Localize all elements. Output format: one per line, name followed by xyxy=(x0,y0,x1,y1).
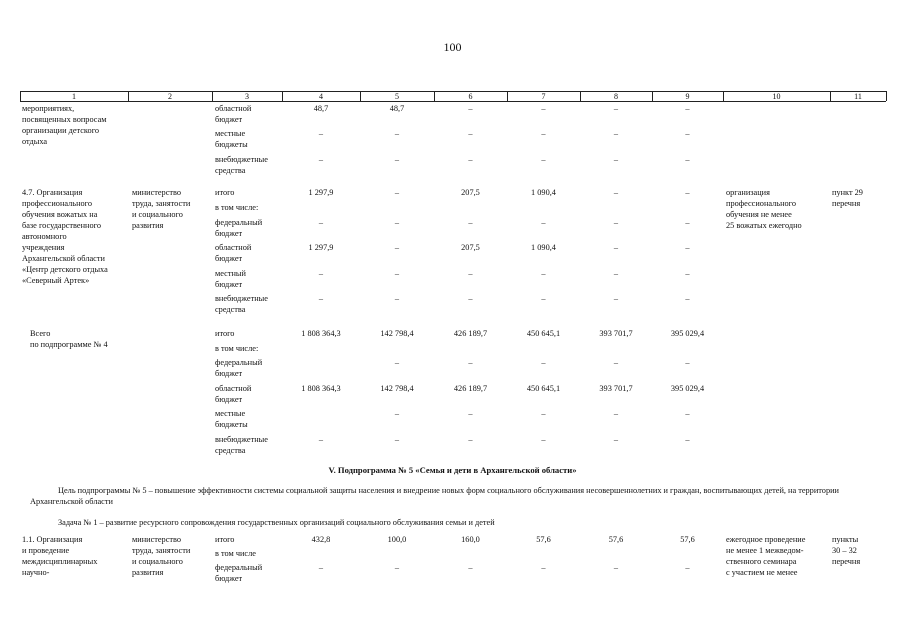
table-cell: 207,5 xyxy=(461,188,480,197)
table-cell: 1 808 364,3 xyxy=(301,329,341,338)
table-cell: 432,8 xyxy=(311,535,331,544)
goal-paragraph: Цель подпрограммы № 5 – повышение эффективности системы социальной защиты населения и внедрение новых форм социального обслуживания несовершеннолетних и граждан, воспитывающих детей, на территории Архангельской области xyxy=(30,486,839,506)
table-cell: – xyxy=(468,218,473,227)
table-cell: 48,7 xyxy=(313,104,329,113)
table-cell: – xyxy=(394,294,400,303)
table-cell: – xyxy=(318,129,324,138)
funding-source: областной бюджет xyxy=(215,384,252,404)
funding-source: итого xyxy=(215,535,235,544)
reference: пункты 30 – 32 перечня xyxy=(832,535,861,566)
table-cell: – xyxy=(318,218,324,227)
table-cell: 450 645,1 xyxy=(526,384,561,393)
funding-source: внебюджетные средства xyxy=(215,294,268,314)
table-cell: – xyxy=(394,218,400,227)
funding-source: местные бюджеты xyxy=(215,409,248,429)
table-cell: – xyxy=(394,155,400,164)
table-cell: – xyxy=(318,435,324,444)
table-cell: – xyxy=(541,563,546,572)
table-cell: – xyxy=(394,243,400,252)
table-cell: – xyxy=(613,155,619,164)
table-cell: – xyxy=(613,129,619,138)
reference: пункт 29 перечня xyxy=(832,188,863,208)
funding-source: областной бюджет xyxy=(215,104,252,124)
table-cell: – xyxy=(541,409,546,418)
table-cell: – xyxy=(468,155,473,164)
table-cell: 142 798,4 xyxy=(380,329,414,338)
table-cell: 426 189,7 xyxy=(453,384,488,393)
table-cell: – xyxy=(318,294,324,303)
table-cell: – xyxy=(468,269,473,278)
table-cell: – xyxy=(541,358,546,367)
table-cell: 1 297,9 xyxy=(308,188,334,197)
table-cell: – xyxy=(541,155,546,164)
table-cell: 395 029,4 xyxy=(670,329,705,338)
table-cell: – xyxy=(613,243,619,252)
table-cell: 1 297,9 xyxy=(308,243,334,252)
table-cell: – xyxy=(394,435,400,444)
table-cell: – xyxy=(685,218,690,227)
funding-source: в том числе xyxy=(215,549,256,558)
funding-source: федеральный бюджет xyxy=(215,358,263,378)
column-header: 9 xyxy=(685,92,690,101)
responsible-executor: министерство труда, занятости и социального развития xyxy=(132,535,191,577)
expected-result: организация профессионального обучения не менее 25 вожатых ежегодно xyxy=(726,188,802,230)
table-cell: – xyxy=(685,435,690,444)
table-cell: – xyxy=(541,269,546,278)
table-cell: 57,6 xyxy=(680,535,695,544)
table-cell: – xyxy=(318,155,324,164)
table-cell: – xyxy=(685,155,690,164)
column-header: 1 xyxy=(72,92,76,101)
table-cell: – xyxy=(468,129,473,138)
section-title: V. Подпрограмма № 5 «Семья и дети в Архангельской области» xyxy=(328,465,577,475)
table-cell: – xyxy=(613,218,619,227)
expected-result: ежегодное проведение не менее 1 межведом- ственного семинара с участием не менее xyxy=(726,535,806,577)
table-cell: 160,0 xyxy=(461,535,480,544)
table-cell: – xyxy=(685,243,690,252)
table-cell: 450 645,1 xyxy=(526,329,561,338)
column-header: 4 xyxy=(319,92,323,101)
header-divider xyxy=(886,91,887,101)
table-cell: – xyxy=(468,104,473,113)
activity-name: мероприятиях, посвященных вопросам организации детского отдыха xyxy=(22,104,107,146)
column-header: 11 xyxy=(854,92,862,101)
table-cell: – xyxy=(613,563,619,572)
column-header: 6 xyxy=(468,92,473,101)
funding-source: в том числе: xyxy=(215,344,259,353)
table-cell: 393 701,7 xyxy=(599,329,633,338)
table-cell: – xyxy=(541,104,546,113)
table-cell: – xyxy=(613,409,619,418)
table-cell: – xyxy=(613,104,619,113)
table-cell: 1 090,4 xyxy=(531,243,556,252)
column-header: 5 xyxy=(395,92,399,101)
responsible-executor: министерство труда, занятости и социального развития xyxy=(132,188,191,230)
table-cell: – xyxy=(541,294,546,303)
table-cell: – xyxy=(685,104,690,113)
activity-name: 1.1. Организация и проведение междисциплинарных научно- xyxy=(22,535,98,577)
table-cell: – xyxy=(468,435,473,444)
table-cell: – xyxy=(541,129,546,138)
funding-source: федеральный бюджет xyxy=(215,563,263,583)
column-header: 2 xyxy=(168,92,172,101)
table-cell: 393 701,7 xyxy=(599,384,633,393)
funding-source: в том числе: xyxy=(215,203,259,212)
table-cell: – xyxy=(468,409,473,418)
table-cell: 100,0 xyxy=(387,535,407,544)
table-cell: 1 808 364,3 xyxy=(301,384,341,393)
funding-source: областной бюджет xyxy=(215,243,252,263)
table-cell: – xyxy=(685,129,690,138)
table-cell: – xyxy=(613,188,619,197)
funding-source: местный бюджет xyxy=(215,269,246,289)
column-header: 8 xyxy=(614,92,618,101)
column-header: 7 xyxy=(541,92,546,101)
funding-source: итого xyxy=(215,188,235,197)
table-cell: – xyxy=(394,269,400,278)
table-cell: 1 090,4 xyxy=(531,188,556,197)
table-cell: – xyxy=(394,188,400,197)
table-cell: 57,6 xyxy=(536,535,551,544)
table-cell: – xyxy=(613,294,619,303)
activity-name: 4.7. Организация профессионального обучения вожатых на базе государственного автономного учреждения Архангельской области «Центр детского отдыха «Северный Артек» xyxy=(22,188,108,285)
subtotal-label: Всего по подпрограмме № 4 xyxy=(30,329,108,349)
table-cell: – xyxy=(468,358,473,367)
funding-source: внебюджетные средства xyxy=(215,435,268,455)
table-cell: 426 189,7 xyxy=(453,329,488,338)
table-cell: – xyxy=(394,563,400,572)
column-header: 3 xyxy=(245,92,249,101)
table-cell: – xyxy=(613,435,619,444)
table-cell: – xyxy=(394,409,400,418)
table-cell: – xyxy=(685,563,690,572)
funding-source: федеральный бюджет xyxy=(215,218,263,238)
task-line: Задача № 1 – развитие ресурсного сопровождения государственных организаций социального обслуживания семьи и детей xyxy=(58,518,495,527)
table-cell: 57,6 xyxy=(608,535,624,544)
funding-source: местные бюджеты xyxy=(215,129,248,149)
table-cell: – xyxy=(468,563,473,572)
table-cell: – xyxy=(613,269,619,278)
table-cell: – xyxy=(685,409,690,418)
table-cell: – xyxy=(468,294,473,303)
table-cell: 142 798,4 xyxy=(380,384,414,393)
table-cell: 207,5 xyxy=(461,243,480,252)
column-header: 10 xyxy=(772,92,781,101)
table-cell: – xyxy=(394,358,400,367)
funding-source: внебюджетные средства xyxy=(215,155,268,175)
table-cell: 48,7 xyxy=(389,104,405,113)
table-cell: – xyxy=(318,269,324,278)
table-cell: – xyxy=(685,188,690,197)
funding-source: итого xyxy=(215,329,235,338)
table-cell: – xyxy=(541,218,546,227)
table-cell: – xyxy=(318,563,324,572)
page-number: 100 xyxy=(443,40,462,54)
table-cell: – xyxy=(541,435,546,444)
table-cell: – xyxy=(613,358,619,367)
table-cell: – xyxy=(685,294,690,303)
table-cell: 395 029,4 xyxy=(670,384,705,393)
table-cell: – xyxy=(394,129,400,138)
table-cell: – xyxy=(685,358,690,367)
table-cell: – xyxy=(685,269,690,278)
